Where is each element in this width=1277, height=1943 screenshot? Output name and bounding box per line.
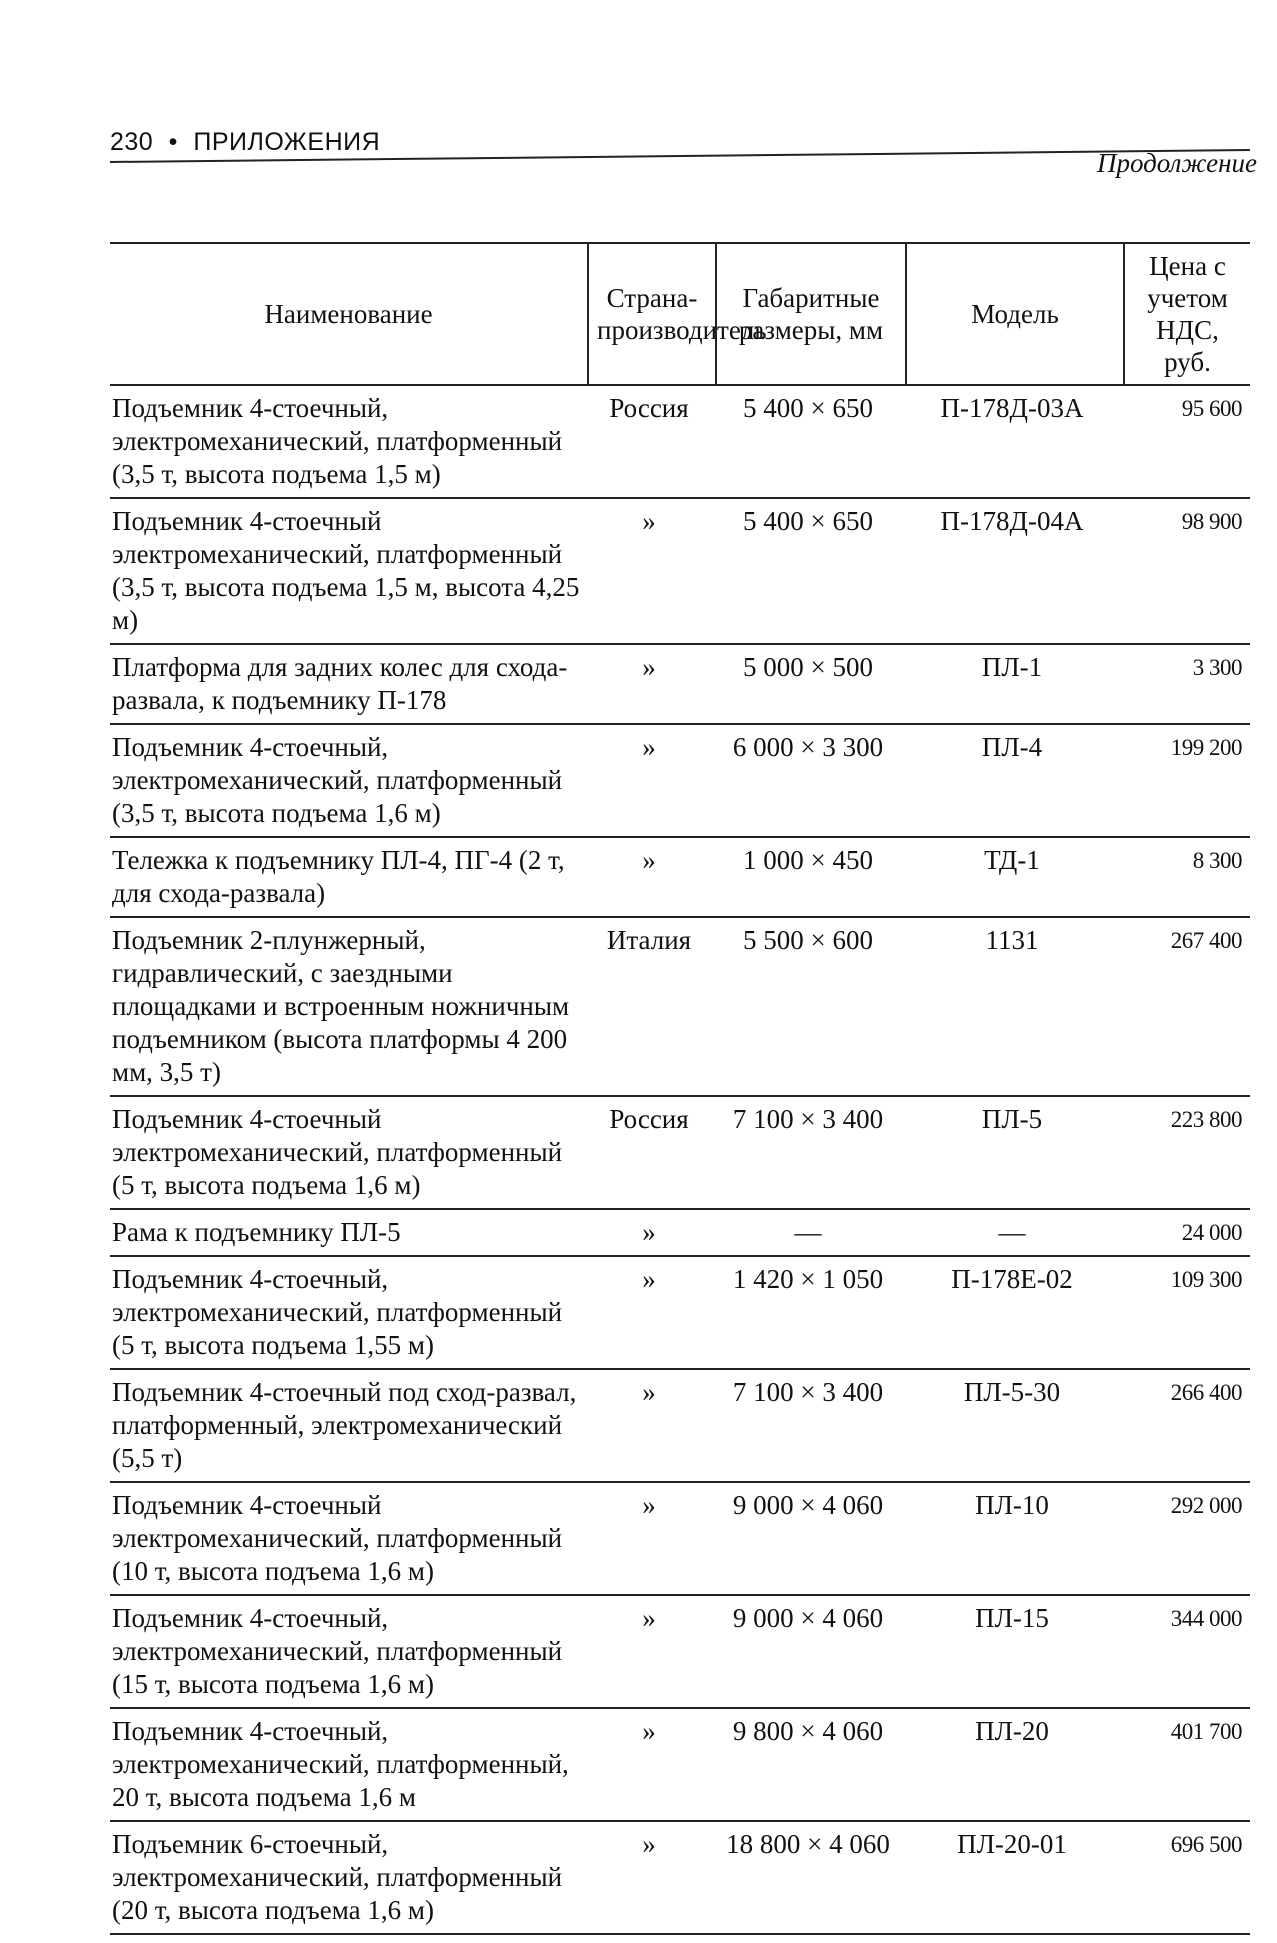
table-row	[110, 1209, 1250, 1256]
column-header-name: Наименование	[110, 243, 588, 385]
table-row	[110, 1821, 1250, 1934]
cell-model: ТД-1	[906, 837, 1124, 917]
table-row	[110, 498, 1250, 644]
table-row	[110, 1256, 1250, 1369]
cell-name: Подъемник 6-стоечный, электромеханический, платформенный (20 т, высота подъема 1,6 м)	[110, 1821, 588, 1934]
cell-model: ПЛ-10	[906, 1482, 1124, 1595]
cell-size: 7 100 × 3 400	[716, 1096, 906, 1209]
cell-size: —	[716, 1209, 906, 1256]
column-header-price: Цена с учетом НДС, руб.	[1124, 243, 1250, 385]
cell-price: 24 000	[1124, 1209, 1250, 1256]
table-row	[110, 1482, 1250, 1595]
cell-price: 696 500	[1124, 1821, 1250, 1934]
cell-name: Подъемник 4-стоечный электромеханический, платформенный (5 т, высота подъема 1,6 м)	[110, 1096, 588, 1209]
table-row	[110, 1369, 1250, 1482]
column-header-model: Модель	[906, 243, 1124, 385]
cell-size: 5 400 × 650	[716, 385, 906, 498]
cell-price: 95 600	[1124, 385, 1250, 498]
table-body	[110, 385, 1250, 1934]
cell-model: ПЛ-15	[906, 1595, 1124, 1708]
cell-country: »	[588, 498, 716, 644]
cell-name: Подъемник 4-стоечный, электромеханический, платформенный, 20 т, высота подъема 1,6 м	[110, 1708, 588, 1821]
cell-model: ПЛ-20-01	[906, 1821, 1124, 1934]
cell-price: 267 400	[1124, 917, 1250, 1096]
cell-price: 292 000	[1124, 1482, 1250, 1595]
cell-model: ПЛ-4	[906, 724, 1124, 837]
cell-country: »	[588, 1209, 716, 1256]
cell-price: 98 900	[1124, 498, 1250, 644]
cell-model: 1131	[906, 917, 1124, 1096]
cell-model: —	[906, 1209, 1124, 1256]
column-header-country: Страна-производитель	[588, 243, 716, 385]
cell-size: 7 100 × 3 400	[716, 1369, 906, 1482]
cell-name: Подъемник 4-стоечный, электромеханический, платформенный (3,5 т, высота подъема 1,5 м)	[110, 385, 588, 498]
running-head	[110, 128, 380, 157]
cell-size: 6 000 × 3 300	[716, 724, 906, 837]
cell-country: »	[588, 1369, 716, 1482]
cell-price: 344 000	[1124, 1595, 1250, 1708]
bullet-separator: •	[168, 128, 178, 156]
cell-country: »	[588, 837, 716, 917]
cell-name: Подъемник 4-стоечный электромеханический, платформенный (3,5 т, высота подъема 1,5 м, высота 4,25 м)	[110, 498, 588, 644]
cell-country: Россия	[588, 385, 716, 498]
cell-country: »	[588, 644, 716, 724]
cell-size: 5 500 × 600	[716, 917, 906, 1096]
cell-country: »	[588, 1482, 716, 1595]
cell-model: П-178Е-02	[906, 1256, 1124, 1369]
cell-size: 1 420 × 1 050	[716, 1256, 906, 1369]
continued-label: Продолжение	[1096, 148, 1257, 178]
cell-model: ПЛ-20	[906, 1708, 1124, 1821]
table-row	[110, 1595, 1250, 1708]
cell-size: 9 000 × 4 060	[716, 1482, 906, 1595]
table-row	[110, 1708, 1250, 1821]
table-row	[110, 917, 1250, 1096]
cell-size: 9 000 × 4 060	[716, 1595, 906, 1708]
table-row	[110, 837, 1250, 917]
cell-name: Рама к подъемнику ПЛ-5	[110, 1209, 588, 1256]
cell-price: 223 800	[1124, 1096, 1250, 1209]
cell-name: Подъемник 4-стоечный, электромеханический, платформенный (3,5 т, высота подъема 1,6 м)	[110, 724, 588, 837]
cell-price: 266 400	[1124, 1369, 1250, 1482]
cell-model: ПЛ-5	[906, 1096, 1124, 1209]
cell-model: П-178Д-04А	[906, 498, 1124, 644]
cell-name: Подъемник 4-стоечный под сход-развал, платформенный, электромеханический (5,5 т)	[110, 1369, 588, 1482]
cell-price: 199 200	[1124, 724, 1250, 837]
cell-size: 5 000 × 500	[716, 644, 906, 724]
cell-name: Подъемник 2-плунжерный, гидравлический, с заездными площадками и встроенным ножничным подъемником (высота платформы 4 200 мм, 3,5 т)	[110, 917, 588, 1096]
cell-name: Платформа для задних колес для схода-развала, к подъемнику П-178	[110, 644, 588, 724]
cell-country: »	[588, 1821, 716, 1934]
cell-country: »	[588, 724, 716, 837]
table-row	[110, 385, 1250, 498]
cell-model: ПЛ-5-30	[906, 1369, 1124, 1482]
table-row	[110, 644, 1250, 724]
price-table	[110, 242, 1250, 1935]
table-row	[110, 724, 1250, 837]
cell-name: Тележка к подъемнику ПЛ-4, ПГ-4 (2 т, для схода-развала)	[110, 837, 588, 917]
section-title: ПРИЛОЖЕНИЯ	[193, 128, 381, 156]
cell-country: »	[588, 1708, 716, 1821]
cell-country: »	[588, 1595, 716, 1708]
cell-country: Россия	[588, 1096, 716, 1209]
cell-price: 109 300	[1124, 1256, 1250, 1369]
cell-size: 5 400 × 650	[716, 498, 906, 644]
cell-name: Подъемник 4-стоечный, электромеханический, платформенный (5 т, высота подъема 1,55 м)	[110, 1256, 588, 1369]
column-header-size: Габаритные размеры, мм	[716, 243, 906, 385]
cell-name: Подъемник 4-стоечный, электромеханический, платформенный (15 т, высота подъема 1,6 м)	[110, 1595, 588, 1708]
cell-price: 401 700	[1124, 1708, 1250, 1821]
cell-country: »	[588, 1256, 716, 1369]
table-row	[110, 1096, 1250, 1209]
cell-price: 3 300	[1124, 644, 1250, 724]
cell-name: Подъемник 4-стоечный электромеханический, платформенный (10 т, высота подъема 1,6 м)	[110, 1482, 588, 1595]
page-number: 230	[110, 128, 154, 156]
cell-price: 8 300	[1124, 837, 1250, 917]
cell-model: ПЛ-1	[906, 644, 1124, 724]
cell-size: 9 800 × 4 060	[716, 1708, 906, 1821]
cell-model: П-178Д-03А	[906, 385, 1124, 498]
cell-size: 1 000 × 450	[716, 837, 906, 917]
table-header-row	[110, 243, 1250, 385]
cell-country: Италия	[588, 917, 716, 1096]
cell-size: 18 800 × 4 060	[716, 1821, 906, 1934]
